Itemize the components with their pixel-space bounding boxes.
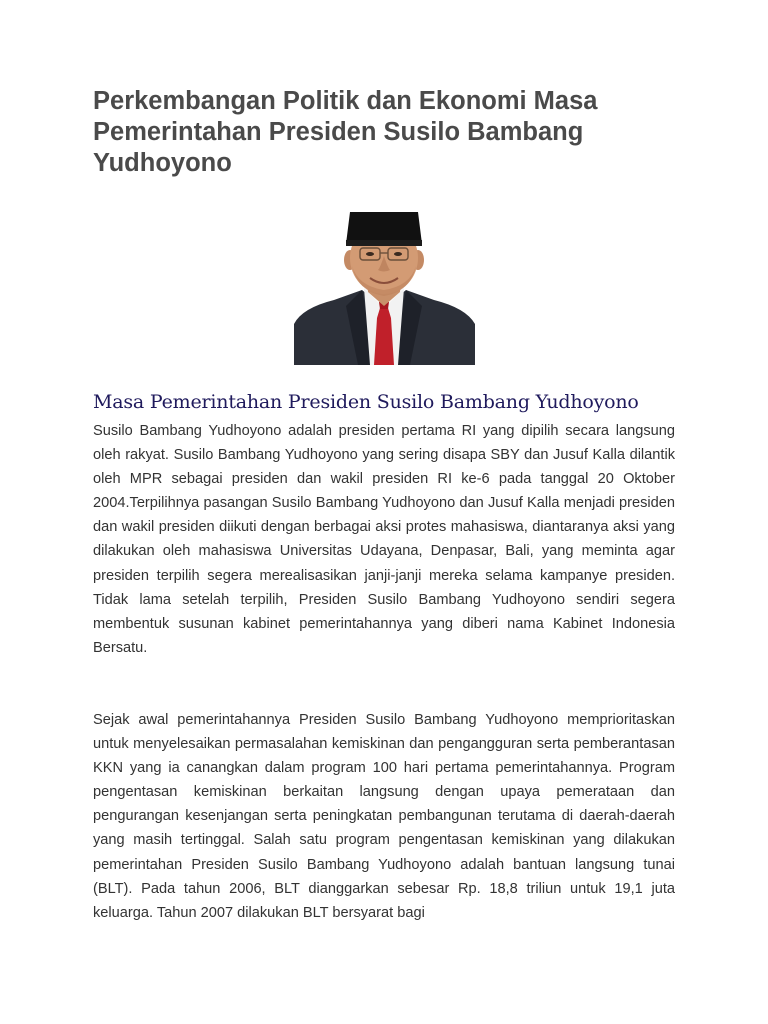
- page-title: Perkembangan Politik dan Ekonomi Masa Pemerintahan Presiden Susilo Bambang Yudhoyono: [93, 87, 598, 177]
- body-paragraph-2: Sejak awal pemerintahannya Presiden Susilo Bambang Yudhoyono memprioritaskan untuk menyelesaikan permasalahan kemiskinan dan pengangguran serta pemberantasan KKN yang ia canangkan dalam program 100 hari pertama pemerintahannya. Program pengentasan kemiskinan berkaitan langsung dengan upaya pemerataan dan pengurangan kesenjangan serta peningkatan pembangunan terutama di daerah-daerah yang masih tertinggal. Salah satu program pengentasan kemiskinan yang dilakukan pemerintahan Presiden Susilo Bambang Yudhoyono adalah bantuan langsung tunai (BLT). Pada tahun 2006, BLT dianggarkan sebesar Rp. 18,8 triliun untuk 19,1 juta keluarga. Tahun 2007 dilakukan BLT bersyarat bagi: [93, 712, 675, 921]
- body-paragraph-1: Susilo Bambang Yudhoyono adalah presiden pertama RI yang dipilih secara langsung oleh rakyat. Susilo Bambang Yudhoyono yang sering disapa SBY dan Jusuf Kalla dilantik oleh MPR sebagai presiden dan wakil presiden RI ke-6 pada tanggal 20 Oktober 2004.Terpilihnya pasangan Susilo Bambang Yudhoyono dan Jusuf Kalla menjadi presiden dan wakil presiden diikuti dengan berbagai aksi protes mahasiswa, diantaranya aksi yang dilakukan oleh mahasiswa Universitas Udayana, Denpasar, Bali, yang meminta agar presiden terpilih segera merealisasikan janji-janji mereka selama kampanye presiden. Tidak lama setelah terpilih, Presiden Susilo Bambang Yudhoyono sendiri segera membentuk susunan kabinet pemerintahannya yang diberi nama Kabinet Indonesia Bersatu.: [93, 423, 675, 656]
- president-portrait: [294, 196, 475, 365]
- section-heading: Masa Pemerintahan Presiden Susilo Bambang Yudhoyono: [93, 391, 639, 413]
